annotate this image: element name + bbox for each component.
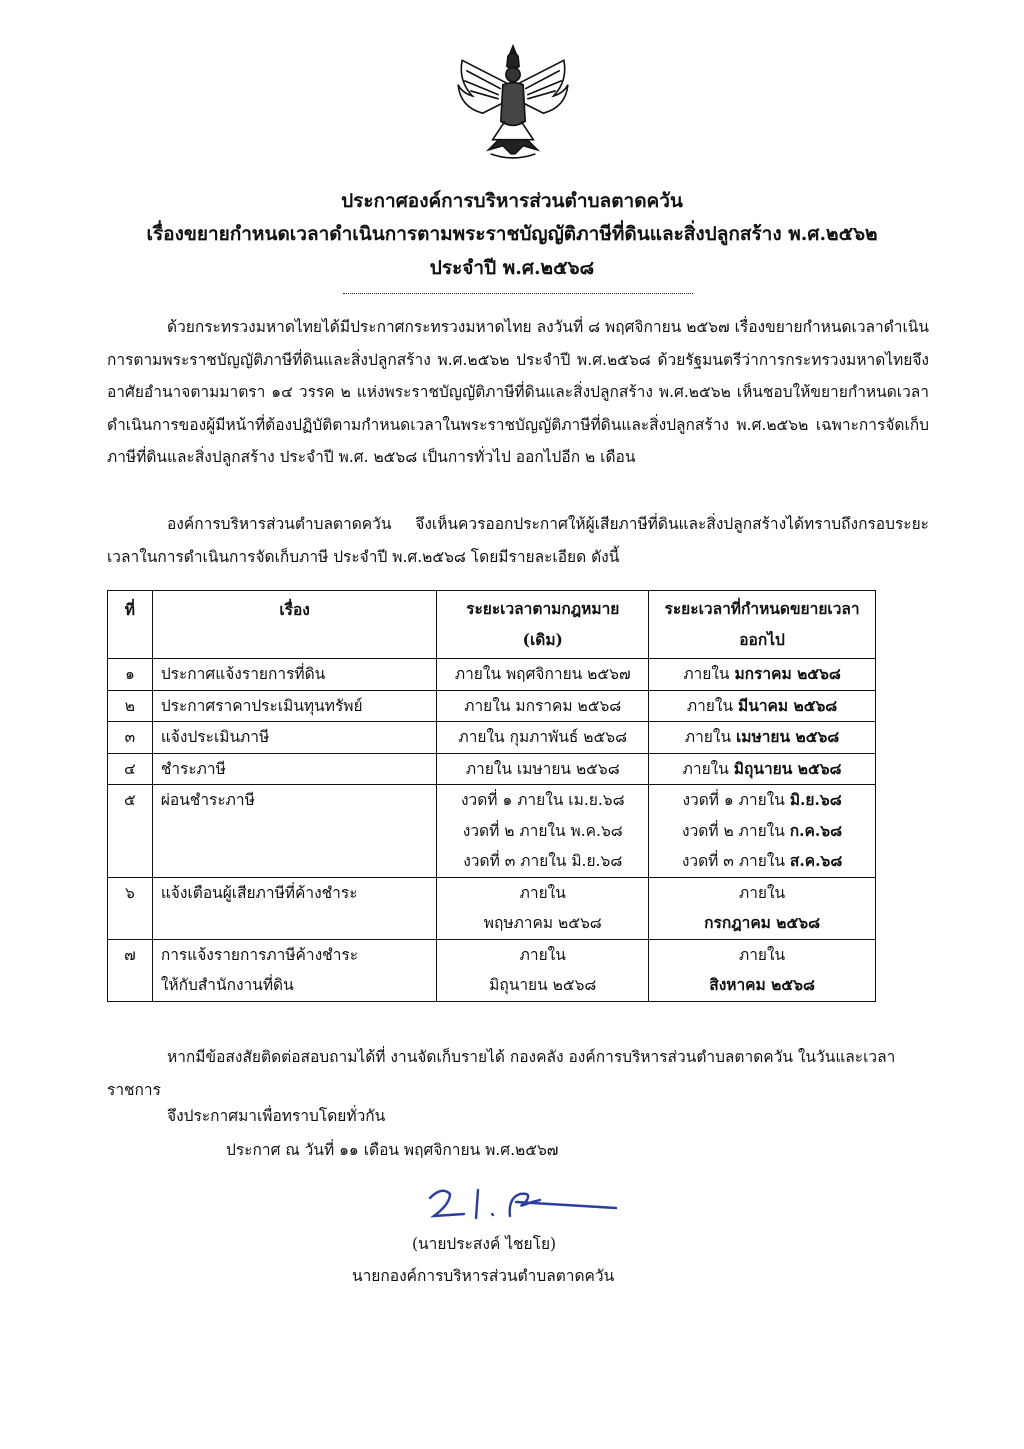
table-row	[108, 722, 876, 754]
header-extended-line-2: ออกไป	[739, 629, 785, 649]
signature-icon	[420, 1180, 620, 1230]
row-extended-prefix: ภายใน	[684, 728, 732, 746]
row-legal-line-1: ภายใน	[519, 945, 566, 964]
row-extended-installment	[649, 816, 875, 847]
row-extended-installment	[649, 846, 875, 877]
header-legal-line-1: ระยะเวลาตามกฎหมาย	[466, 599, 620, 618]
title-line-2: เรื่องขยายกำหนดเวลาดำเนินการตามพระราชบัญญัติภาษีที่ดินและสิ่งปลูกสร้าง พ.ศ.๒๕๖๒	[146, 223, 878, 245]
row-legal: ภายใน มกราคม ๒๕๖๘	[464, 696, 622, 715]
row-subject: แจ้งประเมินภาษี	[160, 728, 270, 746]
installment-prefix: งวดที่ ๓ ภายใน	[681, 852, 785, 870]
row-extended-date: มีนาคม ๒๕๖๘	[738, 695, 838, 715]
row-subject: ผ่อนชำระภาษี	[160, 791, 255, 809]
row-extended-line-1: ภายใน	[738, 945, 786, 964]
row-subject-line-2: ให้กับสำนักงานที่ดิน	[160, 976, 294, 994]
row-no: ๑	[124, 665, 135, 683]
row-legal: ภายใน พฤศจิกายน ๒๕๖๗	[454, 665, 631, 683]
row-subject: ประกาศแจ้งรายการที่ดิน	[160, 665, 326, 683]
paragraph-1: ด้วยกระทรวงมหาดไทยได้มีประกาศกระทรวงมหาดไทย ลงวันที่ ๘ พฤศจิกายน ๒๕๖๗ เรื่องขยายกำหนดเวลาดำเนินการตามพระราชบัญญัติภาษีที่ดินและสิ่งปลูกสร้าง พ.ศ.๒๕๖๒ ประจำปี พ.ศ.๒๕๖๘ ด้วยรัฐมนตรีว่าการกระทรวงมหาดไทยจึงอาศัยอำนาจตามมาตรา ๑๔ วรรค ๒ แห่งพระราชบัญญัติภาษีที่ดินและสิ่งปลูกสร้าง พ.ศ.๒๕๖๒ เห็นชอบให้ขยายกำหนดเวลาดำเนินการของผู้มีหน้าที่ต้องปฏิบัติตามกำหนดเวลาในพระราชบัญญัติภาษีที่ดินและสิ่งปลูกสร้าง พ.ศ.๒๕๖๒ เฉพาะการจัดเก็บภาษีที่ดินและสิ่งปลูกสร้าง ประจำปี พ.ศ. ๒๕๖๘ เป็นการทั่วไป ออกไปอีก ๒ เดือน	[107, 318, 929, 466]
signer-position: นายกองค์การบริหารส่วนตำบลตาดควัน	[352, 1267, 615, 1285]
row-legal-line-2: มิถุนายน ๒๕๖๘	[489, 976, 597, 994]
installment-date: มิ.ย.๖๘	[789, 790, 842, 809]
table-row	[108, 877, 876, 939]
row-subject: แจ้งเตือนผู้เสียภาษีที่ค้างชำระ	[160, 883, 358, 902]
row-subject-line-1: การแจ้งรายการภาษีค้างชำระ	[160, 945, 359, 964]
installment-date: ส.ค.๖๘	[789, 851, 843, 870]
signer-name: (นายประสงค์ ไชยโย)	[412, 1235, 557, 1253]
installment-date: ก.ค.๖๘	[789, 820, 843, 840]
table-row	[108, 659, 876, 691]
installment-prefix: งวดที่ ๑ ภายใน	[682, 791, 785, 809]
header-legal-line-2: (เดิม)	[522, 629, 563, 649]
row-no: ๖	[124, 883, 135, 902]
row-extended-line-2: สิงหาคม ๒๕๖๘	[709, 975, 815, 994]
row-legal: ภายใน เมษายน ๒๕๖๘	[465, 759, 620, 778]
row-extended-date: เมษายน ๒๕๖๘	[736, 727, 840, 746]
title-divider	[343, 293, 693, 294]
row-extended-prefix: ภายใน	[683, 665, 730, 683]
row-extended-prefix: ภายใน	[682, 759, 729, 778]
row-subject: ประกาศราคาประเมินทุนทรัพย์	[160, 696, 363, 715]
table-row	[108, 785, 876, 878]
table-row	[108, 690, 876, 722]
row-no: ๗	[124, 945, 136, 964]
row-legal-line-2: พฤษภาคม ๒๕๖๘	[483, 914, 602, 932]
table-header-row	[108, 591, 876, 659]
header-legal-period	[437, 591, 649, 659]
row-legal-installment: งวดที่ ๓ ภายใน มิ.ย.๖๘	[463, 852, 623, 870]
row-subject: ชำระภาษี	[160, 759, 226, 778]
row-extended-date: มกราคม ๒๕๖๘	[734, 664, 841, 683]
date-line: ประกาศ ณ วันที่ ๑๑ เดือน พฤศจิกายน พ.ศ.๒๕๖๗	[226, 1141, 559, 1159]
row-legal-installment: งวดที่ ๒ ภายใน พ.ค.๖๘	[462, 821, 623, 840]
title-line-3: ประจำปี พ.ศ.๒๕๖๘	[429, 257, 595, 279]
row-extended	[649, 659, 875, 690]
row-no: ๕	[124, 791, 136, 809]
header-no: ที่	[108, 591, 153, 659]
row-extended-date: มิถุนายน ๒๕๖๘	[733, 758, 842, 778]
row-extended	[649, 691, 875, 722]
row-no: ๓	[124, 728, 136, 746]
row-extended	[649, 722, 875, 753]
row-legal-line-1: ภายใน	[519, 883, 566, 902]
schedule-table	[107, 590, 876, 1002]
title-line-1: ประกาศองค์การบริหารส่วนตำบลตาดควัน	[341, 190, 683, 212]
header-subject: เรื่อง	[152, 591, 437, 659]
row-extended	[649, 754, 875, 785]
header-extended-line-1: ระยะเวลาที่กำหนดขยายเวลา	[664, 599, 860, 618]
paragraph-2: องค์การบริหารส่วนตำบลตาดควัน จึงเห็นควรออกประกาศให้ผู้เสียภาษีที่ดินและสิ่งปลูกสร้างได้ทราบถึงกรอบระยะเวลาในการดำเนินการจัดเก็บภาษี ประจำปี พ.ศ.๒๕๖๘ โดยมีรายละเอียด ดังนี้	[107, 515, 929, 566]
row-extended-line-2: กรกฎาคม ๒๕๖๘	[704, 913, 821, 932]
garuda-emblem-icon	[452, 40, 574, 162]
row-extended-installment	[649, 785, 875, 816]
installment-prefix: งวดที่ ๒ ภายใน	[682, 821, 785, 840]
row-extended-line-1: ภายใน	[738, 883, 786, 902]
table-row	[108, 753, 876, 785]
row-no: ๔	[124, 759, 136, 778]
header-extended-period	[649, 591, 876, 659]
contact-paragraph: หากมีข้อสงสัยติดต่อสอบถามได้ที่ งานจัดเก็บรายได้ กองคลัง องค์การบริหารส่วนตำบลตาดควัน ในวันและเวลาราชการ	[107, 1048, 896, 1099]
row-legal: ภายใน กุมภาพันธ์ ๒๕๖๘	[458, 728, 628, 746]
row-extended-prefix: ภายใน	[686, 696, 734, 715]
row-no: ๒	[124, 696, 136, 715]
row-legal-installment: งวดที่ ๑ ภายใน เม.ย.๖๘	[460, 791, 625, 809]
announce-line: จึงประกาศมาเพื่อทราบโดยทั่วกัน	[167, 1107, 386, 1125]
table-row	[108, 939, 876, 1001]
